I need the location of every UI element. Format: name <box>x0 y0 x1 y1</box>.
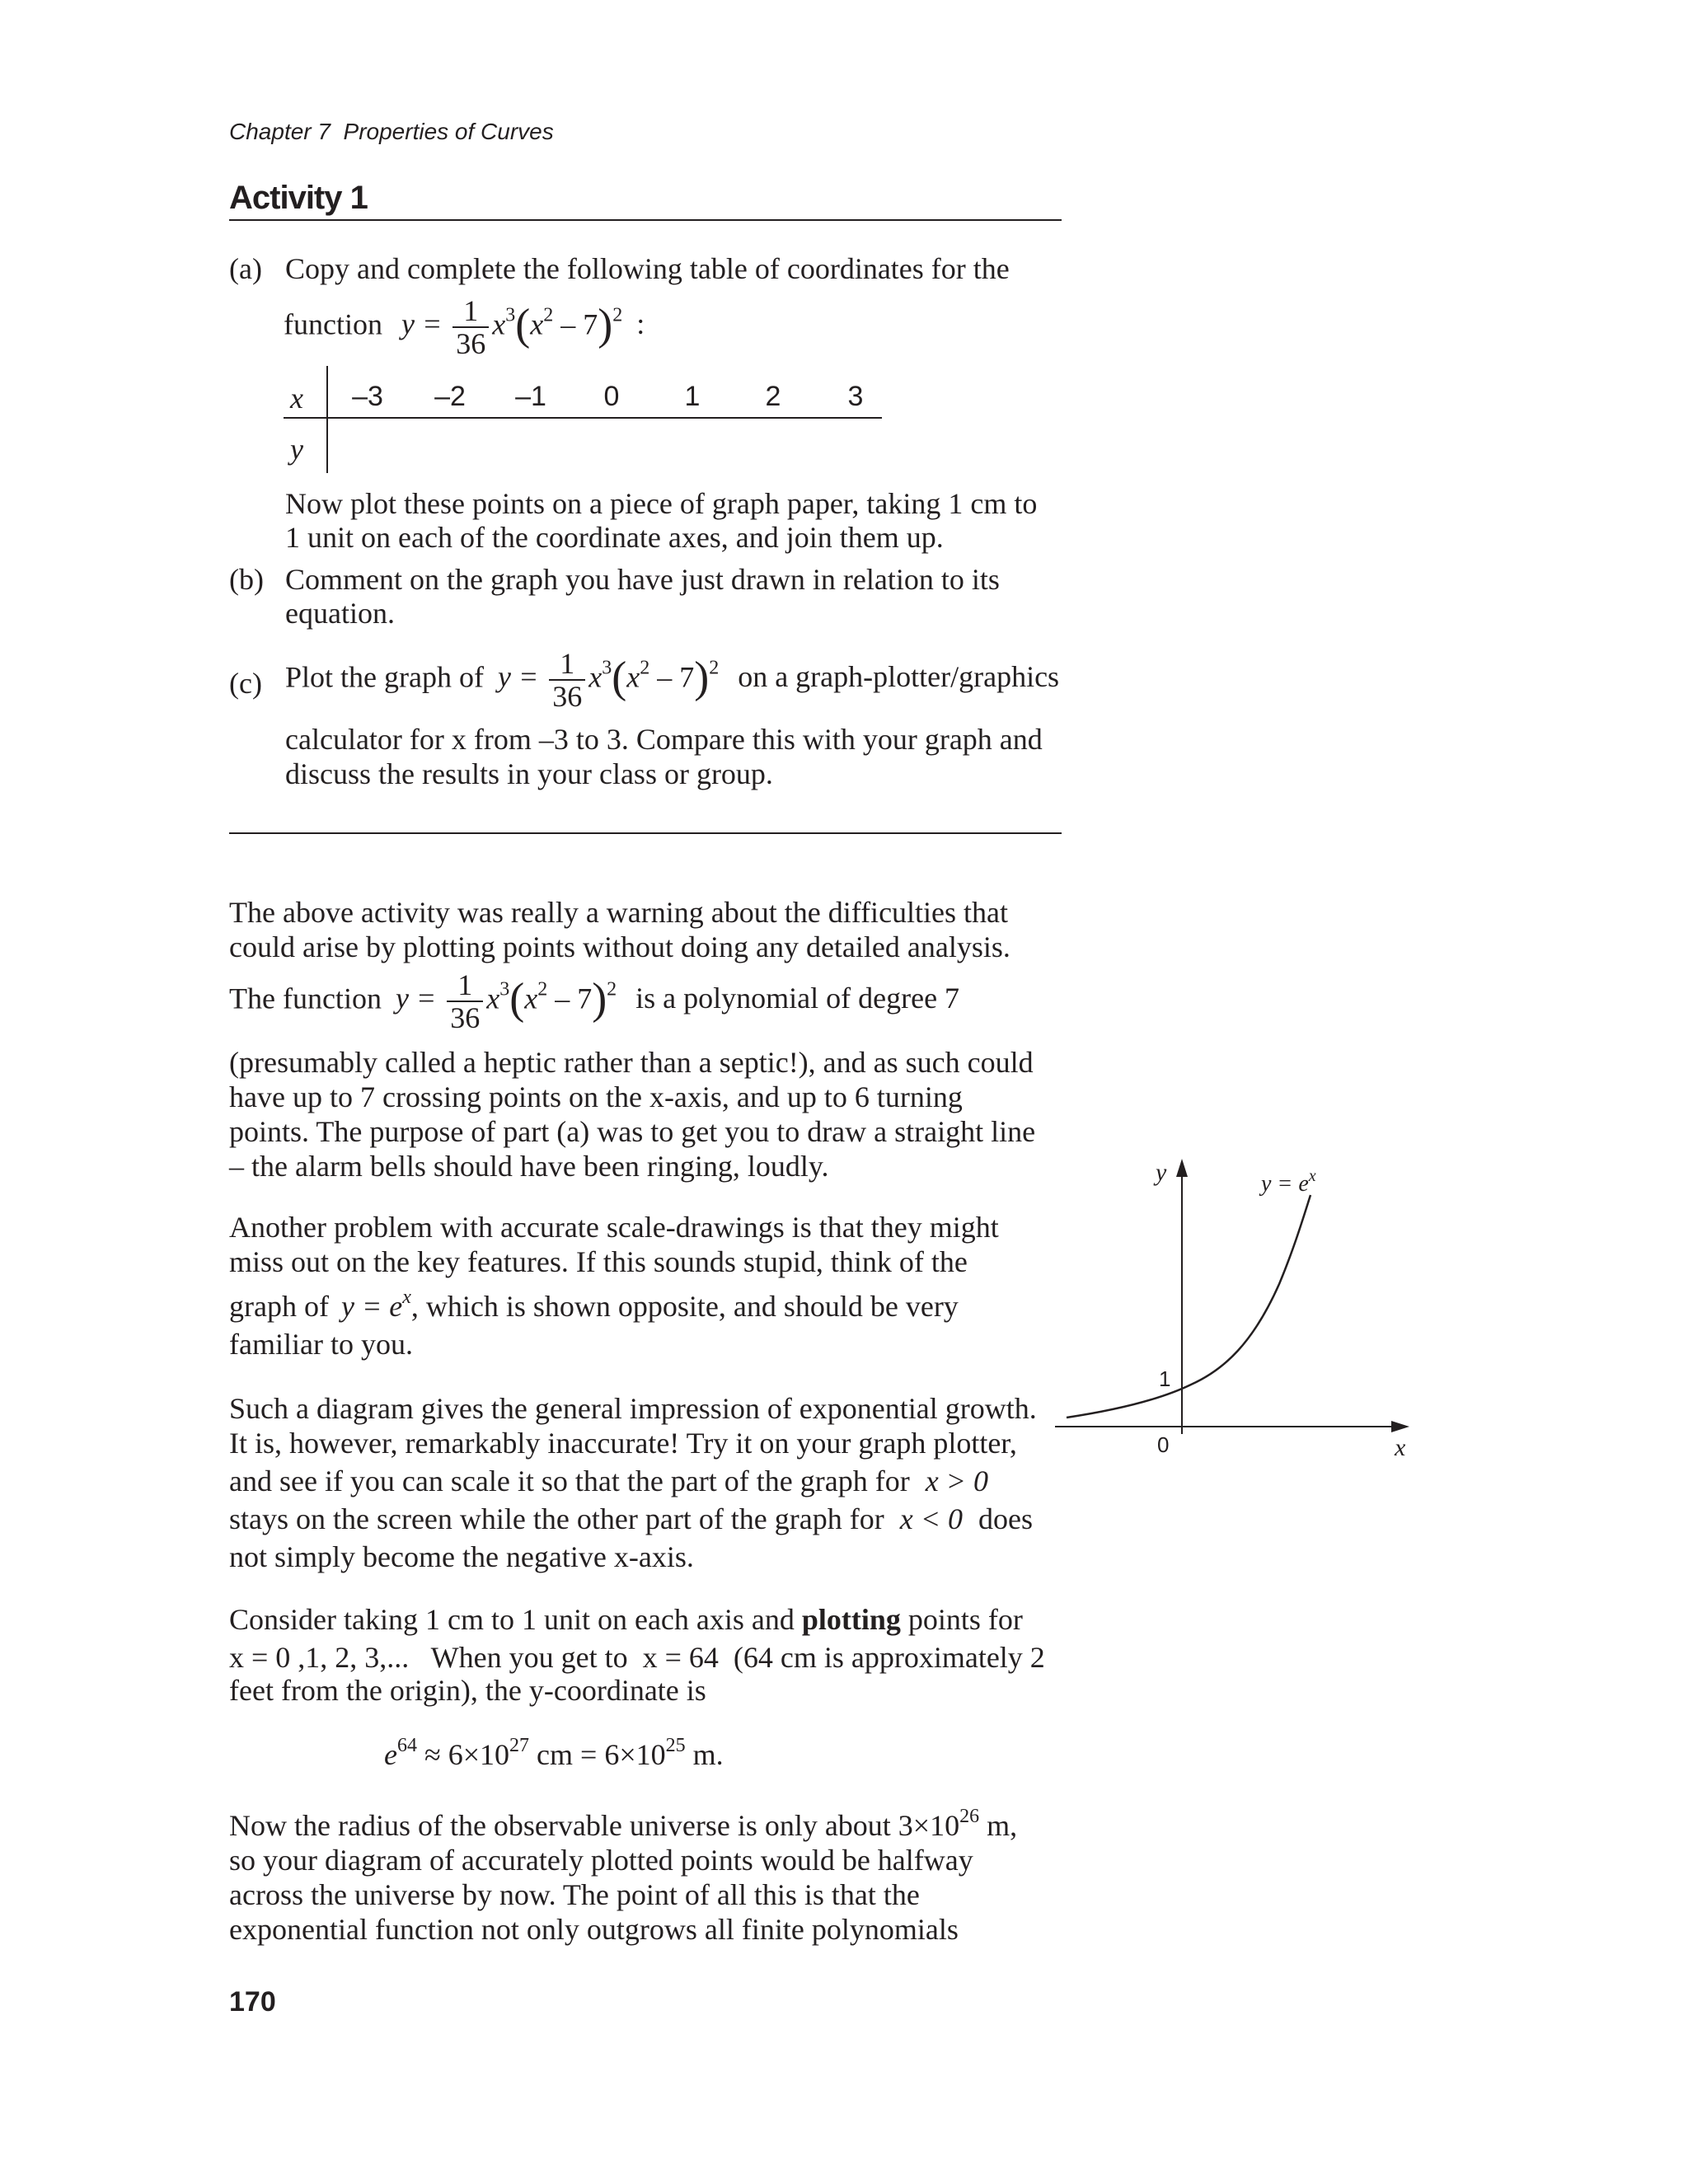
paragraph-4-line5: not simply become the negative x-axis. <box>229 1540 694 1573</box>
table-x-value: 0 <box>603 381 620 412</box>
paragraph-6-line2: so your diagram of accurately plotted points would be halfway <box>229 1844 973 1877</box>
table-horizontal-rule <box>284 417 882 419</box>
part-c-line2: calculator for x from –3 to 3. Compare this with your graph and <box>285 723 1043 756</box>
curve-label: $y = e^x$ <box>1261 1167 1316 1197</box>
part-c-line3: discuss the results in your class or group. <box>285 757 773 790</box>
fraction-one-over-36: $\frac{1}{36}$ <box>452 295 489 359</box>
table-vertical-rule <box>326 366 328 473</box>
paragraph-6-line4: exponential function not only outgrows all finite polynomials <box>229 1913 959 1946</box>
paragraph-3-line2: miss out on the key features. If this sounds stupid, think of the <box>229 1245 968 1278</box>
paragraph-3-line4: familiar to you. <box>229 1328 413 1361</box>
part-a-plot-line2: 1 unit on each of the coordinate axes, and join them up. <box>285 521 944 554</box>
exponential-graph <box>1047 1146 1426 1475</box>
paragraph-4-line1: Such a diagram gives the general impression of exponential growth. <box>229 1392 1037 1425</box>
exponential-estimate-equation: $e^{64} \approx 6\times 10^{27}$ cm = $6\times 10^{25}$ m. <box>384 1735 724 1771</box>
part-a-label: (a) <box>229 252 262 285</box>
part-a-plot-line1: Now plot these points on a piece of graph paper, taking 1 cm to <box>285 487 1038 520</box>
paragraph-2-function-line: The function y = $\frac{1}{36}$ $x^3(x^2 - 7)^2$ is a polynomial of degree 7 <box>229 968 960 1034</box>
activity-top-rule <box>229 219 1062 221</box>
paragraph-4-line2: It is, however, remarkably inaccurate! Try it on your graph plotter, <box>229 1427 1017 1460</box>
origin-label: 0 <box>1157 1432 1170 1457</box>
page-number: 170 <box>229 1986 276 2018</box>
part-b-line1: Comment on the graph you have just drawn in relation to its <box>285 563 1000 596</box>
table-x-value: 2 <box>765 381 781 412</box>
table-x-label: x <box>290 382 303 415</box>
y-axis-arrowhead <box>1176 1159 1188 1177</box>
table-x-value: 1 <box>684 381 701 412</box>
paragraph-3-line1: Another problem with accurate scale-drawings is that they might <box>229 1211 999 1244</box>
paragraph-5-line1: Consider taking 1 cm to 1 unit on each axis and plotting points for <box>229 1603 1023 1636</box>
part-c-line1: Plot the graph of y = $\frac{1}{36}$ $x^3(x^2 - 7)^2$ on a graph-plotter/graphics <box>285 647 1060 713</box>
paragraph-5-line3: feet from the origin), the y-coordinate is <box>229 1674 706 1707</box>
part-a-function-line: function y = $\frac{1}{36}$ $x^3(x^2 - 7)^2$ : <box>284 294 645 360</box>
x-axis-label: x <box>1395 1434 1406 1461</box>
table-y-label: y <box>290 433 303 466</box>
paragraph-2-line2: (presumably called a heptic rather than a septic!), and as such could <box>229 1046 1034 1079</box>
paragraph-2-line5: – the alarm bells should have been ringing, loudly. <box>229 1150 829 1183</box>
table-x-value: –3 <box>352 381 383 412</box>
y-axis-label: y <box>1156 1159 1167 1186</box>
activity-title: Activity 1 <box>229 180 368 216</box>
exponential-graph-svg <box>1047 1146 1426 1475</box>
paragraph-2-line3: have up to 7 crossing points on the x-axis, and up to 6 turning <box>229 1080 963 1113</box>
part-a-line1: Copy and complete the following table of coordinates for the <box>285 252 1010 285</box>
paragraph-1-line2: could arise by plotting points without doing any detailed analysis. <box>229 930 1010 963</box>
fraction-one-over-36: $\frac{1}{36}$ <box>447 969 483 1033</box>
table-x-value: –1 <box>515 381 546 412</box>
paragraph-3-line3: graph of $y = e^x$, which is shown opposite, and should be very <box>229 1286 959 1323</box>
paragraph-6-line1: Now the radius of the observable universe is only about $3\times 10^{26}$ m, <box>229 1806 1018 1842</box>
paragraph-4-line3: and see if you can scale it so that the part of the graph for x > 0 <box>229 1465 988 1497</box>
fraction-one-over-36: $\frac{1}{36}$ <box>549 648 585 712</box>
y-intercept-label: 1 <box>1159 1366 1171 1391</box>
paragraph-5-line2: x = 0 ,1, 2, 3,... When you get to x = 64 (64 cm is approximately 2 <box>229 1641 1045 1674</box>
table-x-value: 3 <box>847 381 864 412</box>
running-head: Chapter 7 Properties of Curves <box>229 119 554 144</box>
exponential-curve <box>1067 1195 1311 1418</box>
table-x-value: –2 <box>434 381 466 412</box>
coordinates-table <box>284 363 885 478</box>
part-b-label: (b) <box>229 563 264 596</box>
part-b-line2: equation. <box>285 597 395 630</box>
paragraph-1-line1: The above activity was really a warning about the difficulties that <box>229 896 1009 929</box>
part-c-label: (c) <box>229 667 262 700</box>
activity-bottom-rule <box>229 832 1062 834</box>
paragraph-6-line3: across the universe by now. The point of all this is that the <box>229 1878 920 1911</box>
paragraph-4-line4: stays on the screen while the other part of the graph for x < 0 does <box>229 1502 1034 1535</box>
paragraph-2-line4: points. The purpose of part (a) was to get you to draw a straight line <box>229 1115 1036 1148</box>
